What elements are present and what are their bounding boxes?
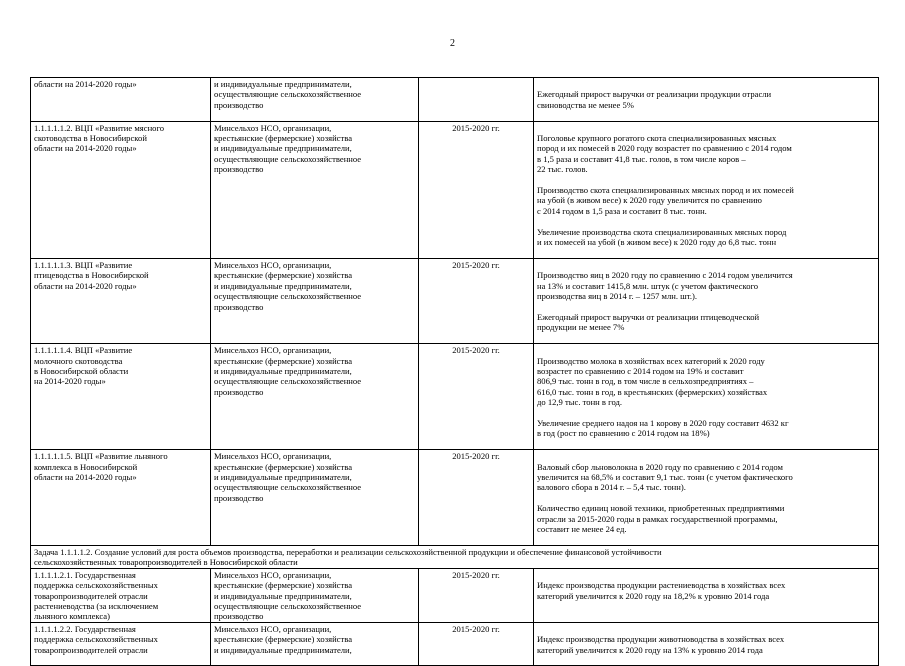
task-row [31,545,879,568]
result-cell [534,568,879,622]
result-paragraph: Производство молока в хозяйствах всех категорий к 2020 году возрастет по сравнению с 2014 годом на 19% и составит 806,9 тыс. тонн в год, в том числе в сельхозпредприятиях – 616,0 тыс. тонн в год, в крестьянских (фермерских) хозяйствах до 12,9 тыс. тонн в год. [537,355,768,408]
result-paragraph: Ежегодный прирост выручки от реализации продукции отрасли свиноводства не менее 5% [537,89,772,110]
executor-cell: Минсельхоз НСО, организации, крестьянские (фермерские) хозяйства и индивидуальные предприниматели, осуществляющие сельскохозяйственное производство [211,450,419,546]
table-row [31,450,879,546]
executor-cell: и индивидуальные предприниматели, осуществляющие сельскохозяйственное производство [211,78,419,122]
result-paragraph: Ежегодный прирост выручки от реализации птицеводческой продукции не менее 7% [537,311,760,333]
result-paragraph: Индекс производства продукции животноводства в хозяйствах всех категорий увеличится к 2020 году на 13% к уровню 2014 года [537,634,785,655]
result-paragraph: Валовый сбор льноволокна в 2020 году по сравнению с 2014 годом увеличится на 68,5% и составит 9,1 тыс. тонн (с учетом фактического валового сбора в 2014 г. – 5,4 тыс. тонн). [537,461,793,493]
table-row [31,78,879,122]
executor-cell: Минсельхоз НСО, организации, крестьянские (фермерские) хозяйства и индивидуальные предприниматели, осуществляющие сельскохозяйственное производство [211,568,419,622]
result-cell [534,258,879,343]
result-cell [534,450,879,546]
period-cell: 2015-2020 гг. [419,568,534,622]
measure-cell: 1.1.1.1.1.3. ВЦП «Развитие птицеводства в Новосибирской области на 2014-2020 годы» [31,258,211,343]
measure-cell: 1.1.1.1.1.4. ВЦП «Развитие молочного скотоводства в Новосибирской области на 2014-2020 годы» [31,344,211,450]
result-paragraph: Поголовье крупного рогатого скота специализированных мясных пород и их помесей в 2020 году возрастет по сравнению с 2014 годом в 1,5 раза и составит 41,8 тыс. голов, в том числе коров – 22 тыс. голов. [537,133,792,175]
measure-cell: области на 2014-2020 годы» [31,78,211,122]
result-cell [534,344,879,450]
result-paragraph: Производство скота специализированных мясных пород и их помесей на убой (в живом весе) к 2020 году увеличится по сравнению с 2014 годом в 1,5 раза и составит 8 тыс. тонн. [537,185,794,216]
table-row [31,344,879,450]
table-row [31,121,879,258]
result-cell [534,121,879,258]
measure-cell: 1.1.1.1.2.2. Государственная поддержка сельскохозяйственных товаропроизводителей отрасли [31,622,211,666]
executor-cell: Минсельхоз НСО, организации, крестьянские (фермерские) хозяйства и индивидуальные предприниматели, осуществляющие сельскохозяйственное производство [211,258,419,343]
task-cell: Задача 1.1.1.1.2. Создание условий для роста объемов производства, переработки и реализации сельскохозяйственной продукции и обеспечение финансовой устойчивости сельскохозяйственных товаропроизводителей в Новосибирской области [31,545,879,568]
table-row [31,568,879,622]
program-table [30,77,879,666]
result-paragraph: Производство яиц в 2020 году по сравнению с 2014 годом увеличится на 13% и составит 1415,8 млн. штук (с учетом фактического производства яиц в 2014 г. – 1257 млн. шт.). [537,270,793,302]
period-cell: 2015-2020 гг. [419,344,534,450]
result-paragraph: Количество единиц новой техники, приобретенных предприятиями отрасли за 2015-2020 годы в рамках государственной программы, составит не менее 24 ед. [537,503,785,535]
measure-cell: 1.1.1.1.1.2. ВЦП «Развитие мясного скотоводства в Новосибирской области на 2014-2020 годы» [31,121,211,258]
executor-cell: Минсельхоз НСО, организации, крестьянские (фермерские) хозяйства и индивидуальные предприниматели, осуществляющие сельскохозяйственное производство [211,121,419,258]
result-paragraph: Индекс производства продукции растениеводства в хозяйствах всех категорий увеличится к 2020 году на 18,2% к уровню 2014 года [537,580,786,601]
table-row [31,258,879,343]
result-paragraph: Увеличение среднего надоя на 1 корову в 2020 году составит 4632 кг в год (рост по сравнению с 2014 годом на 18%) [537,418,789,439]
measure-cell: 1.1.1.1.1.5. ВЦП «Развитие льняного комплекса в Новосибирской области на 2014-2020 годы» [31,450,211,546]
result-cell [534,78,879,122]
result-cell [534,622,879,666]
period-cell: 2015-2020 гг. [419,258,534,343]
result-paragraph: Увеличение производства скота специализированных мясных пород и их помесей на убой (в живом весе) к 2020 году до 6,8 тыс. тонн [537,226,787,248]
period-cell: 2015-2020 гг. [419,622,534,666]
measure-cell: 1.1.1.1.2.1. Государственная поддержка сельскохозяйственных товаропроизводителей отрасли растениеводства (за исключением льняного комплекса) [31,568,211,622]
table-row [31,622,879,666]
executor-cell: Минсельхоз НСО, организации, крестьянские (фермерские) хозяйства и индивидуальные предприниматели, осуществляющие сельскохозяйственное производство [211,344,419,450]
executor-cell: Минсельхоз НСО, организации, крестьянские (фермерские) хозяйства и индивидуальные предприниматели, [211,622,419,666]
period-cell [419,78,534,122]
page-number: 2 [450,38,455,49]
period-cell: 2015-2020 гг. [419,450,534,546]
period-cell: 2015-2020 гг. [419,121,534,258]
